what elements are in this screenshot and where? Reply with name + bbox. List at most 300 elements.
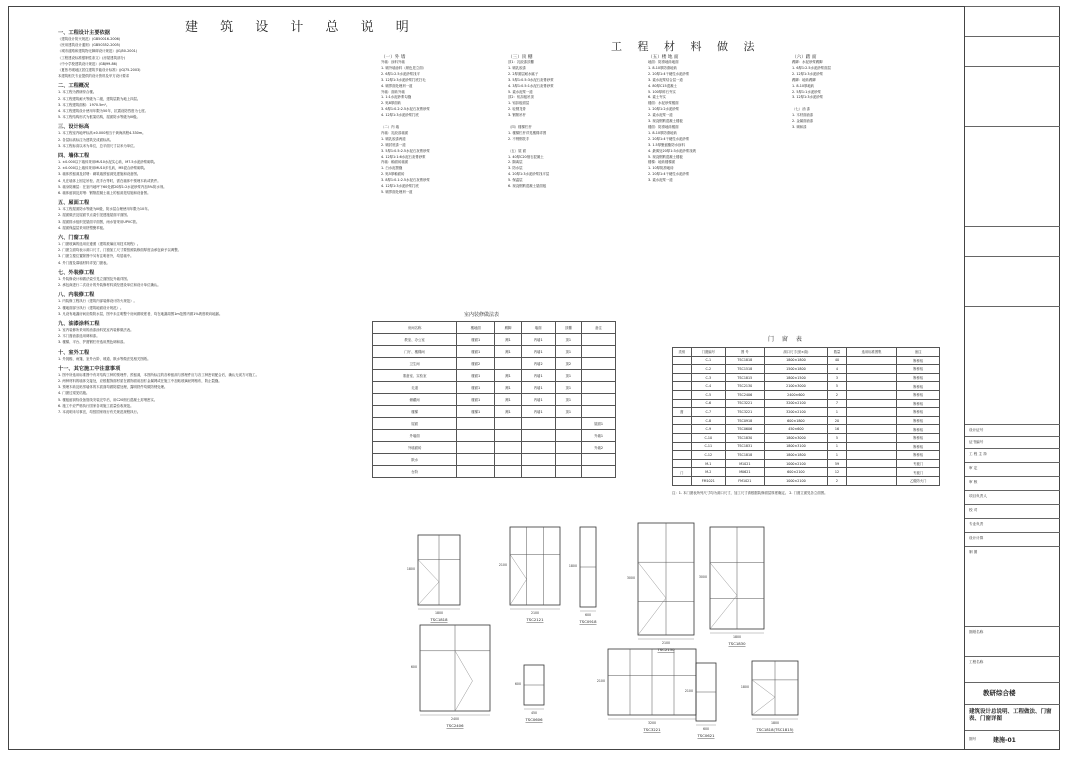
- notes-line: 6. 墙体留洞及封堵：钢筋混凝土墙上的留洞见结施和设备图。: [58, 191, 151, 196]
- window-elevation: [569, 527, 597, 624]
- materials-line: 6. 素土夯实: [648, 95, 666, 100]
- width-dimension: 450: [530, 711, 538, 715]
- materials-line: 3. 防水层: [508, 166, 523, 171]
- title-block-row: [965, 504, 1060, 519]
- table-cell: C-2: [691, 365, 726, 374]
- table-header-row: [673, 348, 940, 357]
- table-cell: [673, 399, 692, 408]
- table-header-cell: 门窗编号: [691, 348, 726, 357]
- table-header-cell: 顶棚: [555, 322, 581, 334]
- materials-line: （四）楼梯栏杆: [508, 124, 532, 129]
- materials-line: 3. 调和漆: [792, 124, 807, 129]
- materials-line: 顶1：乳胶漆顶棚: [508, 60, 534, 64]
- table-cell: 内墙1: [521, 346, 555, 358]
- notes-line: 《夏热冬暖地区居住建筑节能设计标准》(JGJ75-2003): [58, 68, 141, 73]
- title-block-label: 证书编号: [969, 440, 984, 444]
- title-block-row: [965, 226, 1060, 257]
- opening-mark: [510, 554, 527, 605]
- table-cell: FM1021: [691, 476, 726, 485]
- table-row: [373, 442, 616, 454]
- notes-line: 2. ±0.000以上墙体采用MU10多孔砖，M5混合砂浆砌筑。: [58, 166, 148, 171]
- table-cell: [846, 468, 897, 477]
- materials-line: 内墙：乳胶漆墙面: [381, 130, 409, 135]
- title-block-label: 设计证号: [969, 428, 984, 432]
- table-cell: [521, 466, 555, 478]
- width-dimension: 2100: [530, 611, 540, 615]
- sheet-number-cell: [965, 730, 1060, 750]
- notes-line: 2. 木门窗油漆选用调和漆。: [58, 334, 100, 339]
- title-block-label: 制 图: [969, 550, 978, 554]
- table-cell: 1000×2100: [764, 476, 828, 485]
- notes-line: 1. 图中所选用标准图中有对结构工种的预埋件、预留洞，本图所标注的各种留洞与预埋件应与各工种密切配合后，确认无误方可施工。: [58, 372, 259, 377]
- table-cell: [495, 466, 521, 478]
- table-cell: 内墙2: [521, 358, 555, 370]
- materials-line: 1. 8-10厚防滑地砖: [648, 130, 677, 135]
- table-row: [673, 459, 940, 468]
- table-row: [673, 373, 940, 382]
- title-block-label: 工程名称: [969, 660, 984, 664]
- table-row: [373, 370, 616, 382]
- table-header-cell: 楼地面: [457, 322, 495, 334]
- materials-line: 4. 刷界面处理剂一道: [381, 83, 413, 88]
- title-block-row: [965, 126, 1060, 227]
- materials-line: 4. 最薄处20厚1:3水泥砂浆找坡: [648, 148, 696, 153]
- opening-mark: [752, 680, 775, 715]
- materials-line: 4. 12厚1:1:6水泥石灰膏砂浆: [381, 154, 426, 159]
- table-cell: 5: [828, 433, 847, 442]
- table-row: [673, 442, 940, 451]
- materials-heading: （一）外 墙: [381, 55, 406, 60]
- table-row: [673, 433, 940, 442]
- door-window-table: [672, 347, 940, 486]
- materials-line: 1. 楼梯栏杆详见楼梯详图: [508, 130, 547, 135]
- window-elevation: [741, 661, 798, 732]
- table-cell: 3200×2100: [764, 399, 828, 408]
- table-cell: 踢1: [495, 370, 521, 382]
- table-cell: 断桥铝: [897, 382, 940, 391]
- table-header-cell: 踢脚: [495, 322, 521, 334]
- table-cell: C-11: [691, 442, 726, 451]
- table-cell: [846, 408, 897, 417]
- materials-line: 2. 轻钢龙骨: [508, 107, 526, 112]
- notes-line: 3. 墙体预留洞及封堵：砌筑墙预留洞见建施和设备图。: [58, 172, 141, 177]
- materials-line: 1. 10厚防滑地砖: [648, 166, 674, 171]
- table-cell: [495, 418, 521, 430]
- table-cell: 教室、办公室: [373, 334, 457, 346]
- table-cell: [582, 466, 616, 478]
- table-cell: 夹板门: [897, 459, 940, 468]
- table-row: [373, 406, 616, 418]
- table-row: [673, 399, 940, 408]
- notes-line: 1. 本工程为教研综合楼。: [58, 90, 97, 95]
- materials-title: 工 程 材 料 做 法: [611, 40, 761, 53]
- table-cell: 1: [828, 451, 847, 460]
- room-table-title: 室内装修做法表: [464, 312, 500, 318]
- table-cell: 1800×3000: [764, 433, 828, 442]
- notes-line: 1. 外挑檐、雨篷、室外台阶、坡道、散水等做法见相关图纸。: [58, 356, 151, 361]
- notes-line: 《建筑设计防火规范》(GB50016-2006): [58, 37, 121, 41]
- table-header-cell: 图 号: [726, 348, 765, 357]
- table-cell: 夹板门: [897, 468, 940, 477]
- notes-line: 《工程建设标准强制性条文》(房屋建筑部分): [58, 55, 126, 60]
- design-notes-title: 建 筑 设 计 总 说 明: [185, 20, 418, 35]
- table-cell: [846, 433, 897, 442]
- table-cell: 1800×3100: [764, 442, 828, 451]
- title-block-label: 设计计算: [969, 536, 984, 540]
- materials-line: 3. 钢筋吊杆: [508, 113, 526, 118]
- table-cell: [495, 358, 521, 370]
- materials-line: 顶2：铝扣板吊顶: [508, 95, 534, 100]
- table-cell: [673, 365, 692, 374]
- table-cell: 2400×600: [764, 390, 828, 399]
- materials-line: 2. 金属面油漆: [792, 119, 814, 124]
- table-cell: 12: [828, 468, 847, 477]
- window-label: TSC0621: [697, 733, 715, 738]
- table-cell: C-7: [691, 408, 726, 417]
- materials-line: 地面：防滑地砖地面: [648, 60, 679, 64]
- notes-section-heading: 九、油漆涂料工程: [58, 320, 100, 327]
- table-cell: 台阶: [373, 466, 457, 478]
- notes-line: 本建筑相关专业提供的设计资料及甲方设计要求: [58, 74, 130, 79]
- table-cell: TSC1518: [726, 365, 765, 374]
- materials-line: 1. 铝扣板面层: [508, 101, 530, 106]
- table-cell: M0621: [726, 468, 765, 477]
- table-cell: 乙级防火门: [897, 476, 940, 485]
- materials-line: 4. 12厚1:3水泥砂浆打底: [381, 113, 419, 118]
- notes-section-heading: 二、工程概况: [58, 83, 90, 90]
- notes-line: 1. ±0.000以下墙体采用MU10水泥实心砖，M7.5水泥砂浆砌筑。: [58, 160, 158, 165]
- notes-line: 2. 两种材料的墙体交接处，应根据饰面材质在做饰面前加钉金属网或在施工中加贴玻璃丝网格布，防止裂缝。: [58, 378, 222, 383]
- table-cell: [495, 442, 521, 454]
- table-cell: 59: [828, 459, 847, 468]
- materials-line: 外墙：涂料外墙: [381, 60, 405, 64]
- title-block-label: 专业负责: [969, 522, 984, 526]
- table-cell: 楼面1: [457, 346, 495, 358]
- width-dimension: 3200: [647, 721, 657, 725]
- materials-line: 2. 20厚1:4干硬性水泥砂浆: [648, 136, 690, 141]
- table-cell: [846, 382, 897, 391]
- table-cell: 断桥铝: [897, 442, 940, 451]
- notes-line: 1. 门窗玻璃的选用应遵照《建筑玻璃应用技术规程》。: [58, 242, 141, 247]
- table-cell: C-5: [691, 390, 726, 399]
- table-cell: [495, 430, 521, 442]
- notes-section-heading: 五、屋面工程: [58, 200, 90, 207]
- table-cell: TSC3221: [726, 399, 765, 408]
- table-cell: 600×1800: [764, 416, 828, 425]
- width-dimension: 1800: [732, 635, 742, 639]
- notes-line: 《中小学校建筑设计规范》(GBJ99-86): [58, 61, 118, 66]
- title-block-row: [965, 448, 1060, 463]
- table-cell: 外墙面: [373, 430, 457, 442]
- table-header-cell: 备注: [897, 348, 940, 357]
- table-cell: 楼面1: [457, 394, 495, 406]
- notes-section-heading: 一、工程设计主要依据: [58, 30, 110, 36]
- notes-line: 3. 凡设有地漏房间应做防水层，图中未注明整个房间做坡度者，均在地漏周围1m范围内做1%坡度坡向地漏。: [58, 311, 223, 316]
- table-row: [673, 416, 940, 425]
- title-block-row: [965, 476, 1060, 491]
- table-cell: [457, 454, 495, 466]
- notes-line: 4. 本工程建筑设计使用年限为50年，抗震设防烈度为七度。: [58, 109, 149, 114]
- table-cell: [673, 476, 692, 485]
- table-cell: 1: [828, 442, 847, 451]
- table-cell: M1021: [726, 459, 765, 468]
- window-elevation: [685, 663, 716, 738]
- notes-section-heading: 三、设计标高: [58, 124, 90, 131]
- table-cell: 1000×2100: [764, 459, 828, 468]
- materials-line: 2. 5厚1:1水泥砂浆: [792, 89, 821, 94]
- table-row: [373, 430, 616, 442]
- materials-line: 6. 现浇钢筋混凝土屋面板: [508, 184, 547, 189]
- notes-line: 3. 本工程建筑面积：1970.5m²。: [58, 102, 110, 107]
- table-cell: 屋面: [373, 418, 457, 430]
- table-cell: C-6: [691, 399, 726, 408]
- table-cell: [555, 454, 581, 466]
- table-header-row: [373, 322, 616, 334]
- notes-line: 4. 凡在墙体上固定吊柜、洗手台等时，需在墙体中预埋木砖或铁件。: [58, 178, 161, 183]
- notes-line: 5. 楼板留洞待设备管线安装完毕后，用C20细石混凝土封堵密实。: [58, 397, 158, 402]
- table-cell: 断桥铝: [897, 356, 940, 365]
- materials-col-3: [648, 54, 778, 184]
- table-header-cell: 墙面: [521, 322, 555, 334]
- table-cell: 顶2: [555, 358, 581, 370]
- table-cell: [673, 416, 692, 425]
- table-cell: 3: [828, 373, 847, 382]
- window-label: TSC2130: [657, 647, 675, 652]
- table-cell: 断桥铝: [897, 373, 940, 382]
- table-cell: [582, 394, 616, 406]
- materials-line: 1. 6厚1:2.5水泥砂浆面层: [792, 65, 831, 70]
- title-block: [964, 6, 1060, 750]
- table-cell: 楼梯1: [457, 406, 495, 418]
- materials-line: 1. 8-10厚防滑地砖: [648, 65, 677, 70]
- table-cell: 内墙1: [521, 394, 555, 406]
- table-cell: 断桥铝: [897, 425, 940, 434]
- table-cell: 1500×1800: [764, 365, 828, 374]
- materials-line: 1. 白水泥擦缝: [381, 166, 403, 171]
- notes-section-heading: 六、门窗工程: [58, 235, 90, 242]
- room-finish-table: [372, 321, 616, 478]
- notes-section-heading: 十、室外工程: [58, 349, 90, 356]
- table-cell: TSC1818: [726, 356, 765, 365]
- height-dimension: 1800: [406, 567, 415, 571]
- materials-line: 3. 1.5厚聚氨酯防水涂料: [648, 142, 685, 147]
- window-label: TSC2406: [446, 723, 464, 728]
- drawing-name: 建筑设计总说明、工程做法、门窗表、门窗详图: [969, 709, 1052, 722]
- materials-col-2: [508, 54, 628, 190]
- materials-line: 3. 素水泥浆一道: [648, 178, 673, 183]
- height-dimension: 3000: [698, 575, 707, 579]
- table-cell: 2100×3000: [764, 382, 828, 391]
- materials-col-1: [381, 54, 501, 196]
- table-cell: 外墙1: [582, 430, 616, 442]
- table-cell: 顶1: [555, 334, 581, 346]
- materials-line: 2. 隔离层: [508, 160, 523, 165]
- table-cell: 外墙面砖: [373, 442, 457, 454]
- table-cell: 楼梯: [373, 406, 457, 418]
- table-cell: [673, 382, 692, 391]
- materials-line: 外墙：面砖外墙: [381, 89, 405, 94]
- table-cell: 顶1: [555, 370, 581, 382]
- notes-line: 6. 施工中应严格执行国家各项施工质量验收规范。: [58, 403, 134, 408]
- table-row: [673, 365, 940, 374]
- table-cell: 散水: [373, 454, 457, 466]
- title-block-row: [965, 66, 1060, 127]
- table-row: [373, 346, 616, 358]
- table-cell: [673, 425, 692, 434]
- notes-line: 3. 门窗立樘位置除图中另有注明者外，均居墙中。: [58, 254, 134, 259]
- window-label: TSC1830: [728, 641, 746, 646]
- title-block-label: 审 定: [969, 466, 978, 470]
- notes-line: 2. 门窗立面均表示洞口尺寸，门窗加工尺寸要按照装修面厚度由承包商予以调整。: [58, 248, 181, 253]
- notes-line: 2. 屋面做法及屋面节点索引见建施屋面平面图。: [58, 213, 131, 218]
- table-row: [673, 425, 940, 434]
- table-cell: TSC0606: [726, 425, 765, 434]
- materials-line: 1. 1:1水泥砂浆勾缝: [381, 95, 412, 100]
- notes-line: 4. 门窗过梁见结施。: [58, 391, 90, 396]
- design-notes: [58, 26, 358, 415]
- table-cell: 屋面1: [582, 418, 616, 430]
- table-header-cell: 房间名称: [373, 322, 457, 334]
- materials-line: 5. 保温层: [508, 178, 523, 183]
- table-cell: M-1: [691, 459, 726, 468]
- window-elevation: [627, 523, 694, 652]
- table-cell: 踢1: [495, 382, 521, 394]
- table-row: [673, 468, 940, 477]
- sheet-number-label: 图号: [969, 737, 977, 741]
- table-cell: [457, 430, 495, 442]
- materials-line: 3. 6厚1:0.2:2.5水泥石灰膏砂浆: [381, 107, 430, 112]
- table-cell: 走道: [373, 382, 457, 394]
- table-cell: 踢1: [495, 334, 521, 346]
- project-cell: [965, 682, 1060, 705]
- materials-line: 3. 5厚1:0.5:2.5水泥石灰膏砂浆: [381, 148, 430, 153]
- materials-line: 1. 木材面油漆: [792, 113, 814, 118]
- table-row: [673, 356, 940, 365]
- table-row: [673, 390, 940, 399]
- table-cell: [846, 373, 897, 382]
- title-block-row: [965, 256, 1060, 307]
- title-block-row: [965, 626, 1060, 657]
- table-cell: TSC1830: [726, 433, 765, 442]
- table-cell: C-1: [691, 356, 726, 365]
- notes-line: 《城市道路和建筑物无障碍设计规范》(JGJ50-2001): [58, 49, 138, 54]
- window-elevations: [380, 515, 960, 750]
- materials-line: 1. 8-10厚地砖: [792, 83, 815, 88]
- table-cell: 内墙1: [521, 334, 555, 346]
- table-cell: [582, 346, 616, 358]
- table-cell: [457, 418, 495, 430]
- table-cell: 600×2100: [764, 468, 828, 477]
- notes-line: 2. 楼地面部分执行《建筑地面设计规范》。: [58, 305, 124, 310]
- door-table-title: 门 窗 表: [768, 336, 805, 343]
- table-cell: TSC2130: [726, 382, 765, 391]
- table-cell: 踢1: [495, 394, 521, 406]
- materials-col-4: [792, 54, 922, 131]
- table-cell: 1800×1500: [764, 373, 828, 382]
- table-cell: [582, 406, 616, 418]
- title-block-row: [965, 490, 1060, 505]
- table-cell: [673, 433, 692, 442]
- table-cell: [673, 373, 692, 382]
- table-cell: [673, 451, 692, 460]
- materials-line: 楼梯：地砖楼梯面: [648, 160, 676, 165]
- notes-line: 7. 本说明未尽事宜，均按国家现行有关规范规程执行。: [58, 409, 141, 414]
- materials-line: 2. 素水泥浆一道: [648, 113, 673, 118]
- notes-line: 1. 本工程室内地坪标高±0.000相当于黄海高程4.330m。: [58, 131, 146, 136]
- title-block-label: 校 对: [969, 508, 978, 512]
- table-cell: 7: [828, 399, 847, 408]
- materials-line: 2. 6厚1:2.5水泥砂浆找平: [381, 71, 420, 76]
- table-cell: 外墙2: [582, 442, 616, 454]
- table-cell: 卫生间: [373, 358, 457, 370]
- materials-line: 2. 2厚面层耐水腻子: [508, 71, 539, 76]
- materials-line: 2. 不锈钢扶手: [508, 136, 530, 141]
- door-table-note: 注：1. 本门窗表所列尺寸均为洞口尺寸，加工尺寸请根据装修面层厚度确定。 2. 门窗立面见各立面图。: [672, 491, 828, 495]
- table-cell: [846, 459, 897, 468]
- table-cell: [521, 454, 555, 466]
- materials-line: 4. 20厚1:3水泥砂浆找平层: [508, 172, 550, 177]
- window-elevation: [407, 535, 460, 622]
- table-cell: 断桥铝: [897, 390, 940, 399]
- table-cell: [582, 358, 616, 370]
- materials-line: 1. 40厚C20细石混凝土: [508, 154, 544, 159]
- materials-line: 5. 现浇钢筋混凝土楼板: [648, 154, 683, 159]
- notes-line: 5. 本工程结构形式为框架结构，屋面防水等级为III级。: [58, 115, 140, 120]
- opening-mark: [638, 562, 666, 635]
- notes-section-heading: 八、内装修工程: [58, 292, 95, 299]
- table-cell: 踢1: [495, 346, 521, 358]
- window-elevation: [411, 625, 490, 728]
- table-cell: [521, 430, 555, 442]
- table-cell: 断桥铝: [897, 365, 940, 374]
- table-cell: 顶1: [555, 394, 581, 406]
- title-block-row: [965, 656, 1060, 683]
- table-cell: [582, 334, 616, 346]
- table-cell: 内墙1: [521, 370, 555, 382]
- table-cell: 内墙1: [521, 406, 555, 418]
- table-cell: TSC1815: [726, 373, 765, 382]
- notes-line: 1. 内装修工程执行《建筑内部装修设计防火规范》。: [58, 299, 137, 304]
- notes-line: 3. 预埋木砖及贴邻墙体的木质面均做防腐处理，露明铁件均做防锈处理。: [58, 385, 168, 390]
- materials-line: （七）油 漆: [792, 107, 811, 112]
- window-label: TSC0918: [579, 619, 597, 624]
- window-label: TSC1818(TSC1815): [756, 727, 794, 732]
- table-row: [673, 408, 940, 417]
- table-cell: [673, 459, 692, 468]
- materials-line: 2. 刷封底漆一道: [381, 142, 406, 147]
- width-dimension: 2100: [661, 641, 671, 645]
- table-cell: 1800×1800: [764, 356, 828, 365]
- notes-line: 3. 楼梯、平台、护窗钢栏杆选用黑色调和漆。: [58, 340, 127, 345]
- title-block-row: [965, 546, 1060, 627]
- width-dimension: 600: [584, 613, 592, 617]
- materials-line: 4. 3厚1:0.5:1水泥石灰膏砂浆: [508, 83, 554, 88]
- materials-line: 踢脚：地砖踢脚: [792, 77, 816, 82]
- table-cell: 4: [828, 365, 847, 374]
- notes-line: 1. 室内装修所采用的油漆涂料见室内装修做法表。: [58, 327, 134, 332]
- materials-heading: （三）顶 棚: [508, 55, 533, 60]
- table-cell: TSC1831: [726, 442, 765, 451]
- table-cell: C-8: [691, 416, 726, 425]
- table-cell: C-9: [691, 425, 726, 434]
- title-block-row: [965, 532, 1060, 547]
- title-block-row: [965, 6, 1060, 37]
- notes-line: 《民用建筑设计通则》(GB50352-2005): [58, 43, 121, 48]
- materials-line: 3. 5厚1:0.5:3水泥石灰膏砂浆: [508, 77, 554, 82]
- table-cell: [846, 365, 897, 374]
- materials-line: 内墙：釉面砖墙面: [381, 160, 409, 165]
- table-cell: C-4: [691, 382, 726, 391]
